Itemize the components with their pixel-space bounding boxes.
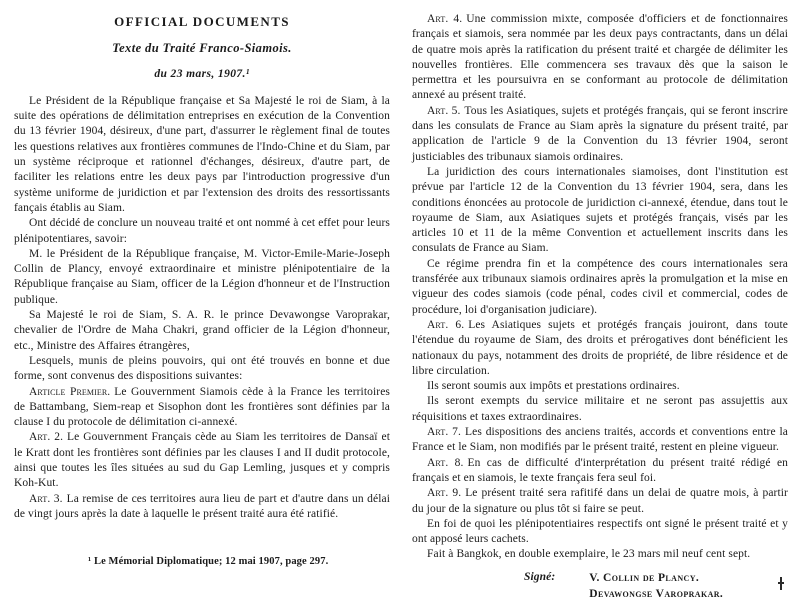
paragraph-text: La remise de ces territoires aura lieu de part et d'autre dans un délai de vingt jours après la date à laquelle le présent traité aura été ratifié. (14, 492, 390, 520)
signature-block (412, 570, 788, 600)
paragraph-text: Les Asiatiques sujets et protégés français jouiront, dans toute l'étendue du royaume de Siam, des droits et prérogatives dont bénéficient les nationaux du pays, notamment des droits de propriété, de libre résidence et de libre circulation. (412, 318, 788, 377)
signatory-name: Devawongse Varoprakar. (589, 587, 724, 600)
paragraph-text: Le Gouvernment Français cède au Siam les territoires de Dansaï et le Kratt dont les frontières sont définies par les clauses I and II dudit protocole, ainsi que toutes les îles situées au sud du Gap Lemling, jusques et y compris Koh-Kut. (14, 431, 390, 490)
treaty-paragraph-article-7 (412, 425, 788, 456)
paragraph-text: Ils seront exempts du service militaire et ne seront pas assujettis aux réquisitions et taxes extraordinaires. (412, 395, 788, 423)
treaty-paragraph-article-9 (412, 486, 788, 517)
treaty-paragraph-article-4 (412, 12, 788, 104)
paragraph-text: Ils seront soumis aux impôts et prestations ordinaires. (427, 380, 680, 393)
treaty-paragraph (412, 394, 788, 425)
article-label: Art. 8. (427, 456, 464, 469)
article-label: Art. 3. (29, 492, 63, 505)
document-dateline: du 23 mars, 1907.¹ (154, 67, 250, 80)
treaty-paragraph (412, 379, 788, 394)
article-label: Art. 4. (427, 13, 463, 25)
paragraph-text: Fait à Bangkok, en double exemplaire, le 23 mars mil neuf cent sept. (427, 548, 751, 561)
right-column (412, 8, 788, 600)
treaty-paragraph (14, 247, 390, 308)
paragraph-text: Lesquels, munis de pleins pouvoirs, qui ont été trouvés en bonne et due forme, sont convenus des dispositions suivantes: (14, 354, 390, 383)
treaty-paragraph-article-1 (14, 385, 390, 431)
paragraph-text: Le Président de la République française et Sa Majesté le roi de Siam, à la suite des opérations de délimitation entreprises en exécution de la Convention du 13 février 1904, désireux, d'une part, d'assurrer le règlement final de toutes les questions relatives aux frontières communes de l'Indo-Chine et du Siam, par un système réciproque et rationnel d'échanges, désireux, d'autre part, de faciliter les relations entre les deux pays par l'introduction progressive d'un système uniforme de juridiction et par l'extension des droits des ressortissants fançais établis au Siam. (14, 94, 390, 214)
document-subtitle: Texte du Traité Franco-Siamois. (112, 41, 292, 56)
paragraph-text: Le Gouvernment Siamois cède à la France les territoires de Battambang, Siem-reap et Sisophon dont les frontières sont définies par la clause I du protocole de délimitation ci-annexé. (14, 385, 391, 429)
paragraph-text: La juridiction des cours internationales siamoises, dont l'institution est prévue par l'article 12 de la Convention du 13 février 1904, sera, dans les conditions énoncées au protocole de juridiction ci-annexé, étendue, dans tout le royaume de Siam, aux Asiatiques sujets et protégés français, visés par les articles 10 et 11 de la même Convention et actuellement inscrits dans les consulats de France au Siam. (412, 165, 788, 255)
treaty-paragraph (14, 94, 390, 216)
left-column (14, 8, 390, 600)
signatory-names (589, 570, 723, 600)
treaty-paragraph (412, 165, 788, 257)
treaty-paragraph-article-6 (412, 318, 788, 379)
page-title: OFFICIAL DOCUMENTS (114, 14, 290, 29)
treaty-paragraph (412, 517, 788, 548)
footnote: ¹ Le Mémorial Diplomatique; 12 mai 1907, page 297. (88, 556, 329, 568)
article-label: Art. 7. (427, 426, 461, 439)
treaty-paragraph-article-8 (412, 456, 788, 487)
paragraph-text: Ce régime prendra fin et la compétence des cours internationales sera transférée aux tribunaux siamois ordinaires après la promulgation et la mise en vigueur des codes siamois (code pénal, codes civil et commercial, codes de procédure, loi d'organisation judiciare). (412, 257, 788, 316)
treaty-paragraph-article-5 (412, 104, 788, 165)
treaty-paragraph (412, 257, 788, 318)
treaty-paragraph (412, 547, 788, 562)
paragraph-text: Sa Majesté le roi de Siam, S. A. R. le prince Devawongse Varoprakar, chevalier de l'Ordre de Maha Chakri, grand officier de la Légion d'honneur, etc., Ministre des Affaires étrangères, (14, 309, 390, 352)
paragraph-text: Tous les Asiatiques, sujets et protégés français, qui se feront inscrire dans les consulats de France au Siam après la signature du présent traité, par application de l'article 9 de la Convention du 13 février 1904, seront justiciables des tribunaux siamois ordinaires. (412, 104, 788, 163)
paragraph-text: Les dispositions des anciens traités, accords et conventions entre la France et le Siam, non modifiés par le présent traité, restent en pleine vigueur. (412, 426, 789, 454)
treaty-paragraph-article-3 (14, 492, 390, 523)
treaty-paragraph (14, 216, 390, 247)
paragraph-text: En foi de quoi les plénipotentiaires respectifs ont signé le présent traité et y ont apposé leurs cachets. (412, 517, 788, 546)
treaty-paragraph (14, 354, 390, 385)
signed-label: Signé: (524, 570, 556, 583)
paragraph-text: Une commission mixte, composée d'officiers et de fonctionnaires français et siamois, sera nommée par les deux pays contractants, dans un délai de quatre mois après la ratification du présent traité et chargée de délimiter les nouvelles frontières. Elle commencera ses travaux dès que la saison le permettra et les poursuivra en se conformant au protocole de délimitation annexé au présent traité. (412, 13, 788, 102)
paragraph-text: Ont décidé de conclure un nouveau traité et ont nommé à cet effet pour leurs plénipotentiares, savoir: (14, 217, 390, 245)
article-label: Art. 2. (29, 431, 64, 444)
scan-artifact-mark (780, 577, 782, 590)
article-label: Art. 6. (427, 318, 465, 331)
paragraph-text: M. le Président de la République française, M. Victor-Emile-Marie-Joseph Collin de Plancy, envoyé extraordinaire et ministre plénipotentiaire de la République française au Siam, officer de la Légion d'honneur et de l'Instruction publique. (14, 247, 390, 306)
article-label: Article Premier. (29, 385, 111, 398)
treaty-paragraph-article-2 (14, 430, 390, 491)
signatory-name: V. Collin de Plancy. (589, 571, 700, 584)
article-label: Art. 9. (427, 487, 462, 500)
paragraph-text: Le présent traité sera rafitifé dans un delai de quatre mois, à partir du jour de la signature ou plus tôt si faire se peut. (412, 487, 788, 515)
article-label: Art. 5. (427, 104, 461, 117)
treaty-paragraph (14, 308, 390, 354)
paragraph-text: En cas de difficulté d'interprétation du présent traité rédigé en français et en siamois, le texte français fera seul foi. (412, 456, 788, 484)
